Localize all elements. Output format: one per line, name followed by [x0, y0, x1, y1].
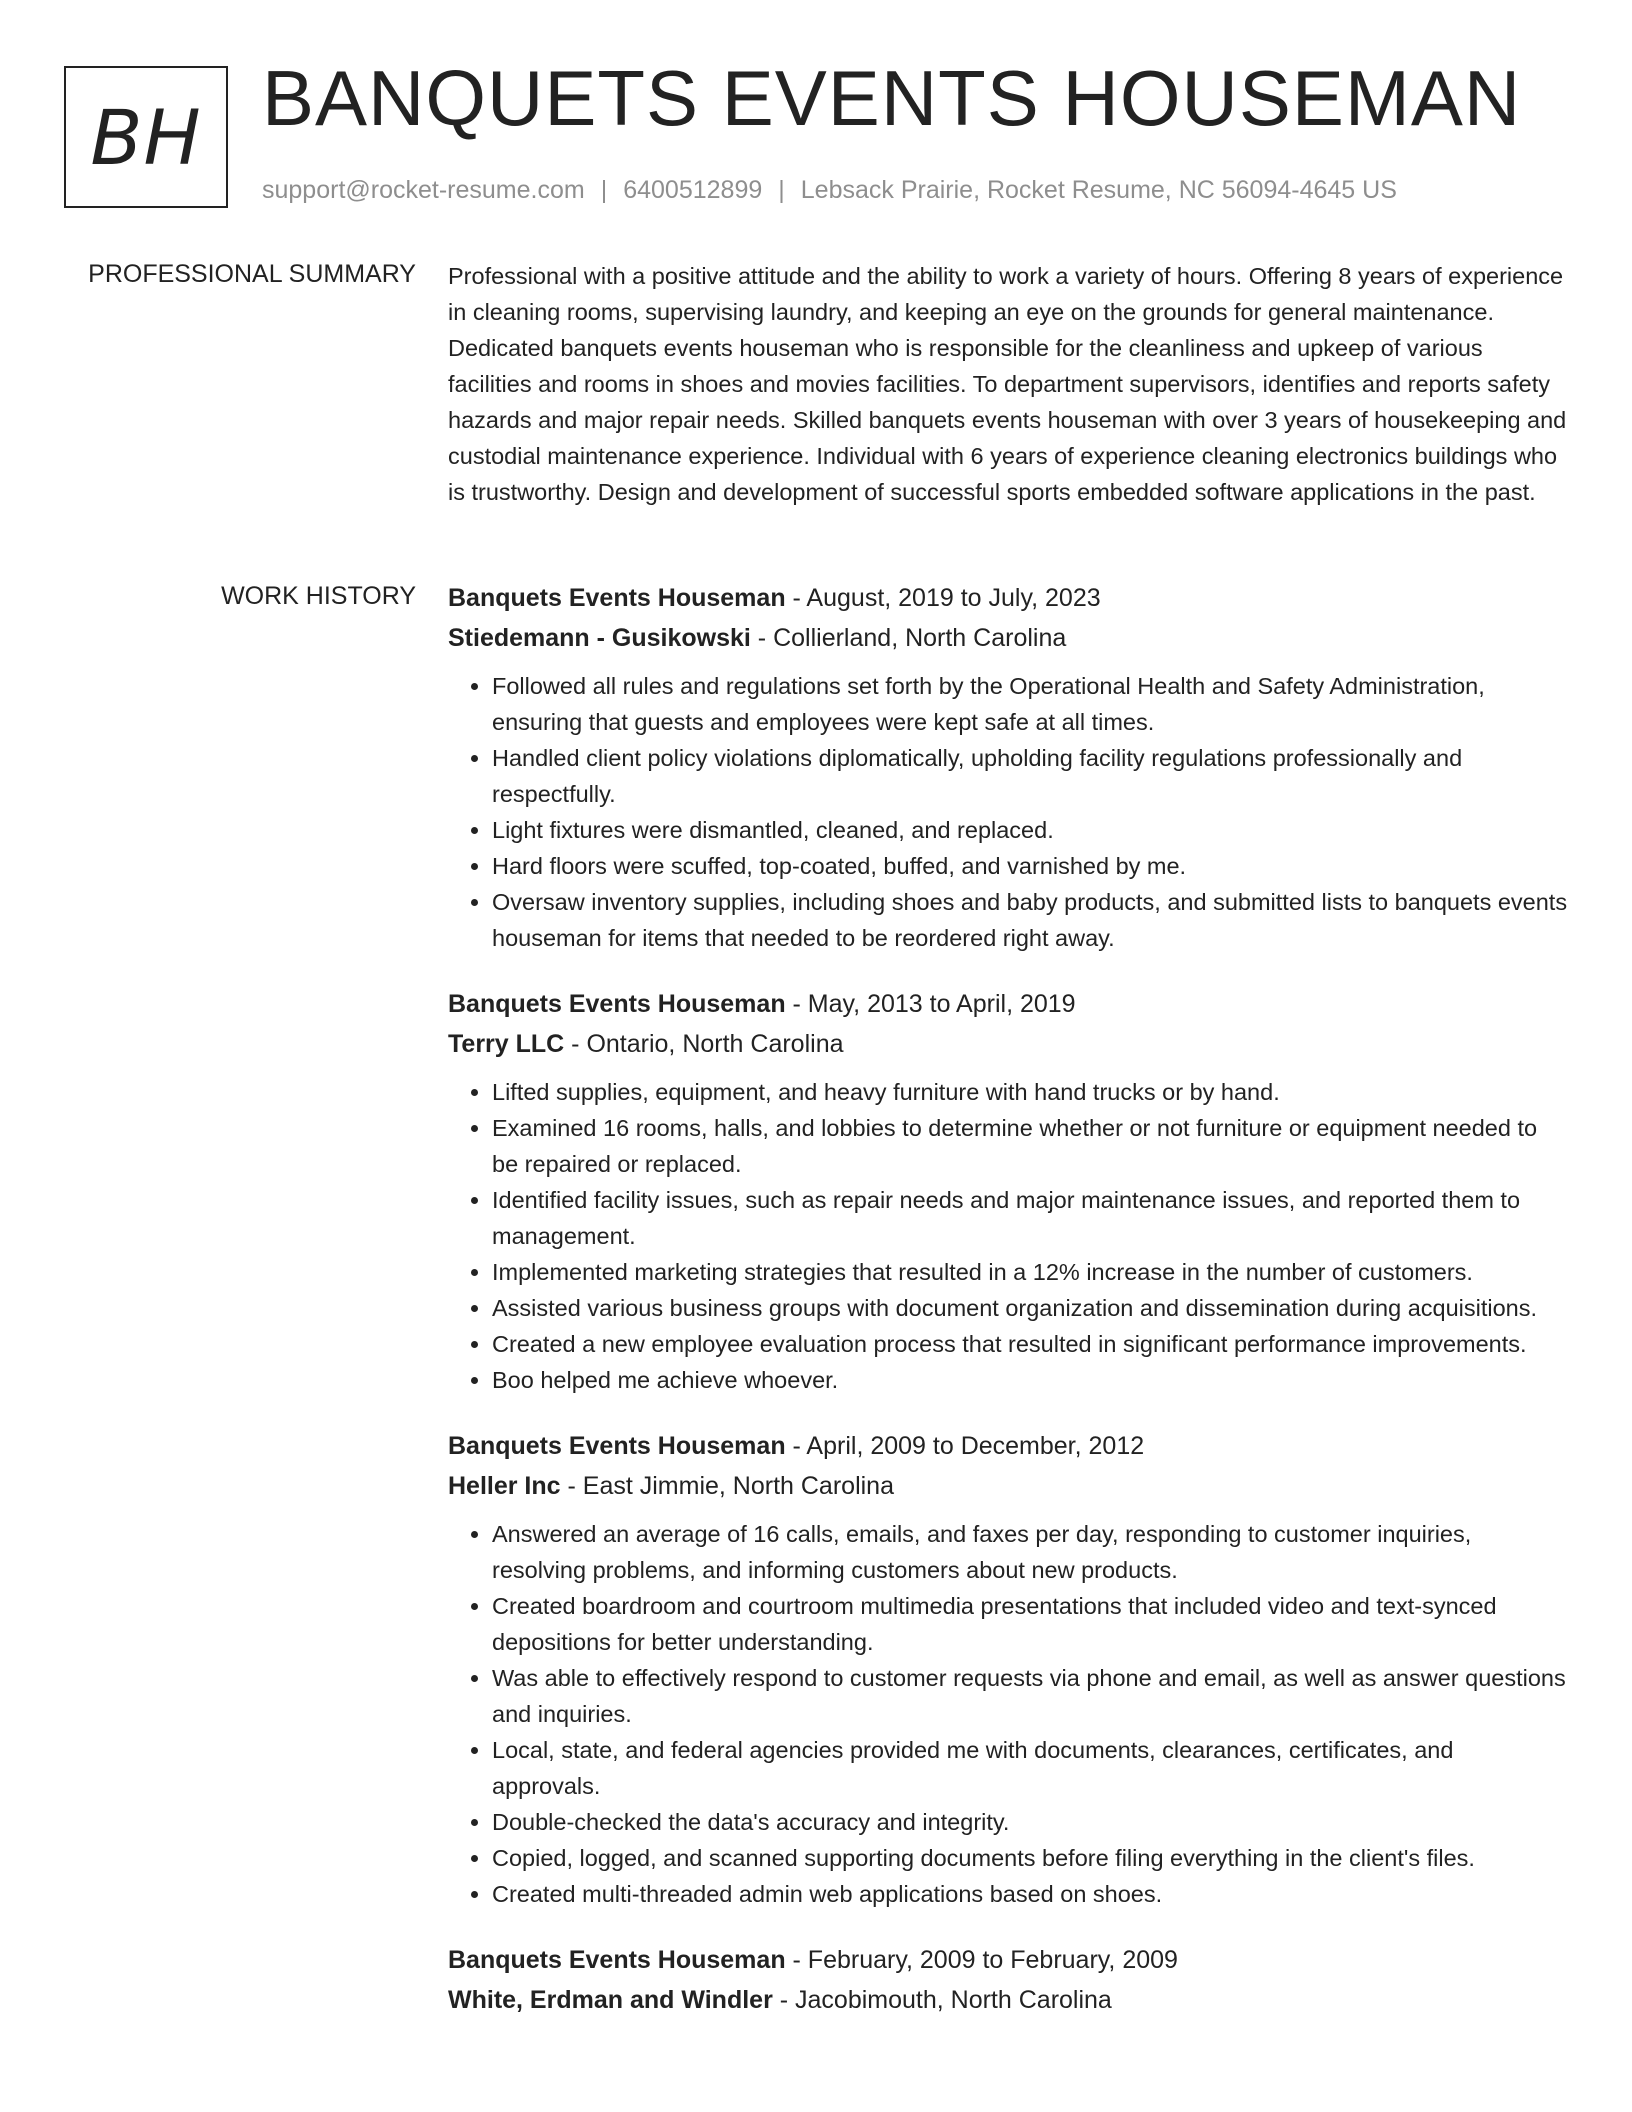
job-bullet: • Assisted various business groups with document organization and dissemination during acquisitions.	[492, 1290, 1568, 1326]
contact-separator: |	[600, 176, 608, 204]
job-bullets	[448, 1516, 1568, 1912]
job-bullets	[448, 668, 1568, 956]
work-history-list	[448, 578, 1568, 2048]
job-company-line	[448, 1466, 1568, 1506]
job-title: Banquets Events Houseman	[448, 584, 786, 612]
contact-address: Lebsack Prairie, Rocket Resume, NC 56094-4645 US	[800, 176, 1397, 204]
job-location: - Collierland, North Carolina	[750, 624, 1067, 652]
job-company: White, Erdman and Windler	[448, 1986, 773, 2014]
job-location: - East Jimmie, North Carolina	[560, 1472, 894, 1500]
job-bullet: • Identified facility issues, such as repair needs and major maintenance issues, and reported them to management.	[492, 1182, 1568, 1254]
summary-text: Professional with a positive attitude and the ability to work a variety of hours. Offering 8 years of experience in cleaning rooms, supervising laundry, and keeping an eye on the grounds for general maintenance. Dedicated banquets events houseman who is responsible for the cleanliness and upkeep of various facilities and rooms in shoes and movies facilities. To department supervisors, identifies and reports safety hazards and major repair needs. Skilled banquets events houseman with over 3 years of housekeeping and custodial maintenance experience. Individual with 6 years of experience cleaning electronics buildings who is trustworthy. Design and development of successful sports embedded software applications in the past.	[448, 263, 1567, 505]
job-company-line	[448, 618, 1568, 658]
contact-email: support@rocket-resume.com	[262, 176, 585, 204]
contact-line	[262, 176, 1397, 205]
job-entry	[448, 1940, 1568, 2020]
job-location: - Ontario, North Carolina	[564, 1030, 844, 1058]
job-location: - Jacobimouth, North Carolina	[772, 1986, 1112, 2014]
job-bullet: • Created multi-threaded admin web applications based on shoes.	[492, 1876, 1568, 1912]
summary-label: PROFESSIONAL SUMMARY	[88, 260, 416, 288]
job-company: Terry LLC	[448, 1030, 565, 1058]
job-company: Stiedemann - Gusikowski	[448, 624, 751, 652]
monogram-box	[64, 66, 228, 208]
job-dates: - April, 2009 to December, 2012	[785, 1432, 1145, 1460]
job-bullet: • Implemented marketing strategies that resulted in a 12% increase in the number of customers.	[492, 1254, 1568, 1290]
job-bullet: • Examined 16 rooms, halls, and lobbies to determine whether or not furniture or equipment needed to be repaired or replaced.	[492, 1110, 1568, 1182]
summary-body	[448, 258, 1568, 510]
job-bullet: • Followed all rules and regulations set forth by the Operational Health and Safety Administration, ensuring that guests and employees were kept safe at all times.	[492, 668, 1568, 740]
job-title-line	[448, 1940, 1568, 1980]
job-title: Banquets Events Houseman	[448, 1432, 786, 1460]
job-entry	[448, 578, 1568, 956]
contact-separator: |	[778, 176, 785, 204]
job-bullet: • Handled client policy violations diplomatically, upholding facility regulations professionally and respectfully.	[492, 740, 1568, 812]
job-bullet: • Light fixtures were dismantled, cleaned, and replaced.	[492, 812, 1568, 848]
job-company-line	[448, 1024, 1568, 1064]
job-bullet: • Lifted supplies, equipment, and heavy furniture with hand trucks or by hand.	[492, 1074, 1568, 1110]
job-bullet: • Boo helped me achieve whoever.	[492, 1362, 1568, 1398]
job-title-line	[448, 1426, 1568, 1466]
job-company-line	[448, 1980, 1568, 2020]
job-bullet: • Created a new employee evaluation process that resulted in significant performance improvements.	[492, 1326, 1568, 1362]
candidate-name: BANQUETS EVENTS HOUSEMAN	[262, 54, 1522, 142]
job-entry	[448, 1426, 1568, 1912]
job-entry	[448, 984, 1568, 1398]
monogram-initials: BH	[90, 92, 202, 182]
job-bullet: • Was able to effectively respond to customer requests via phone and email, as well as answer questions and inquiries.	[492, 1660, 1568, 1732]
job-title-line	[448, 984, 1568, 1024]
job-bullet: • Hard floors were scuffed, top-coated, buffed, and varnished by me.	[492, 848, 1568, 884]
work-history-label: WORK HISTORY	[221, 582, 416, 610]
job-title: Banquets Events Houseman	[448, 1946, 786, 1974]
job-dates: - August, 2019 to July, 2023	[785, 584, 1101, 612]
job-bullet: • Oversaw inventory supplies, including shoes and baby products, and submitted lists to banquets events houseman for items that needed to be reordered right away.	[492, 884, 1568, 956]
job-bullet: • Created boardroom and courtroom multimedia presentations that included video and text-synced depositions for better understanding.	[492, 1588, 1568, 1660]
job-title-line	[448, 578, 1568, 618]
job-title: Banquets Events Houseman	[448, 990, 786, 1018]
job-dates: - May, 2013 to April, 2019	[785, 990, 1076, 1018]
job-company: Heller Inc	[448, 1472, 561, 1500]
job-bullet: • Copied, logged, and scanned supporting documents before filing everything in the client's files.	[492, 1840, 1568, 1876]
job-bullet: • Double-checked the data's accuracy and integrity.	[492, 1804, 1568, 1840]
contact-phone: 6400512899	[623, 176, 763, 204]
job-bullets	[448, 1074, 1568, 1398]
job-bullet: • Local, state, and federal agencies provided me with documents, clearances, certificates, and approvals.	[492, 1732, 1568, 1804]
job-bullet: • Answered an average of 16 calls, emails, and faxes per day, responding to customer inquiries, resolving problems, and informing customers about new products.	[492, 1516, 1568, 1588]
job-dates: - February, 2009 to February, 2009	[785, 1946, 1178, 1974]
